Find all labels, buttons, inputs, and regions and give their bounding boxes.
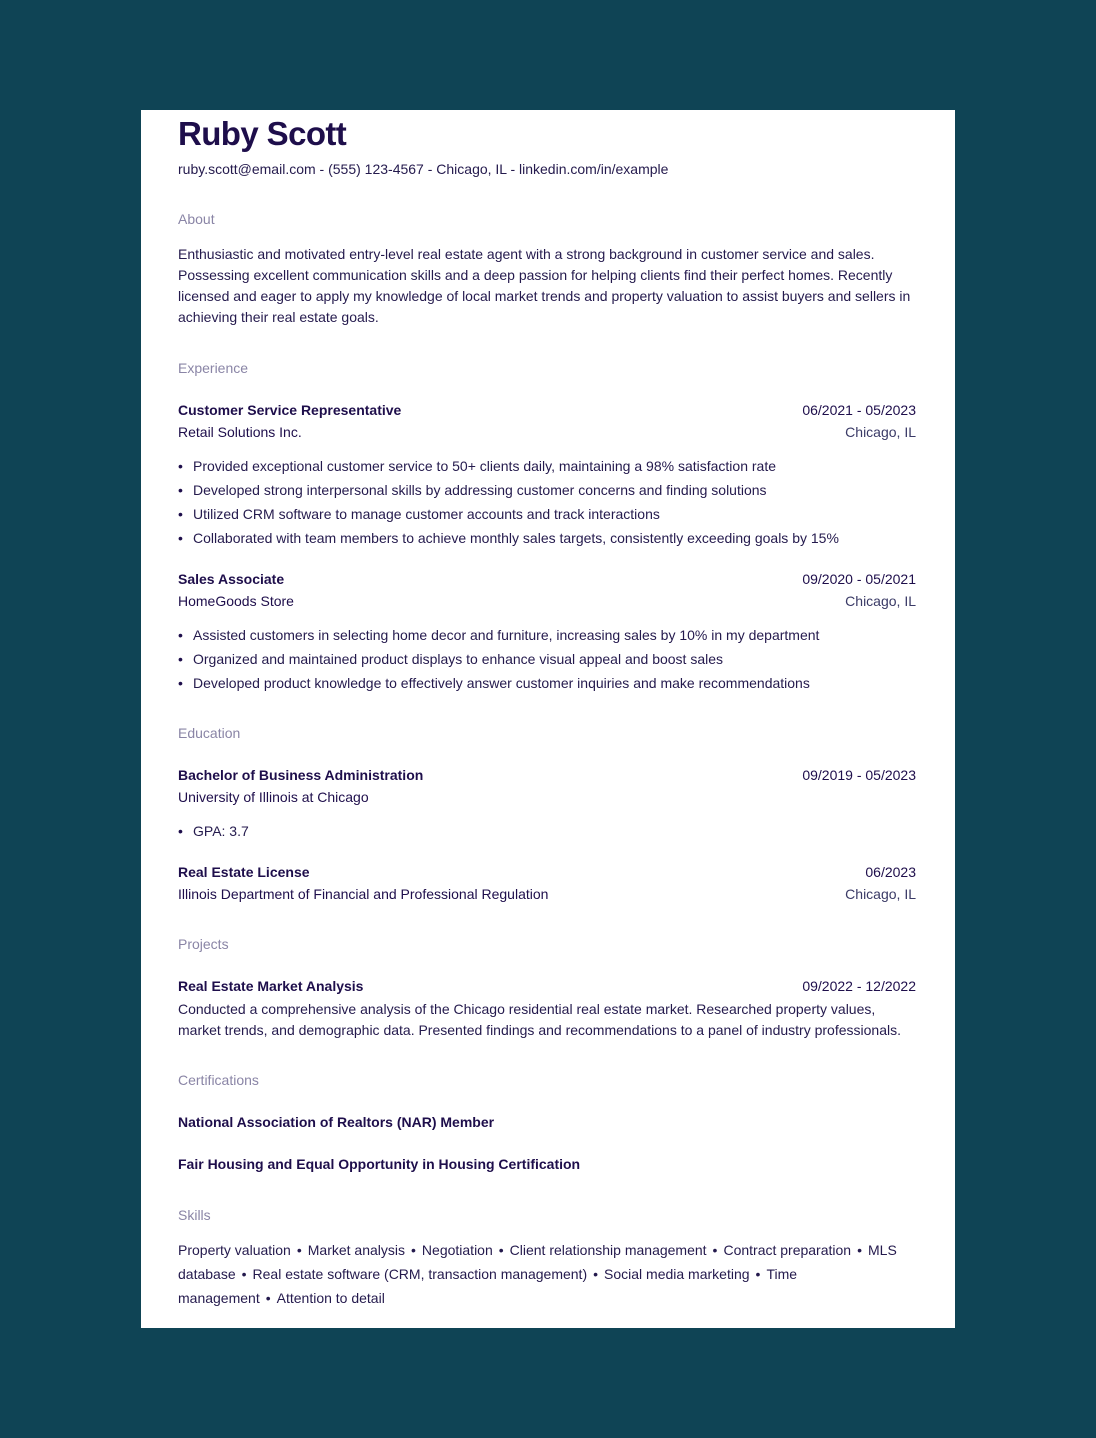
skill-separator: •: [265, 1290, 271, 1306]
list-item: • Provided exceptional customer service to 50+ clients daily, maintaining a 98% satisfaction rate: [193, 454, 916, 478]
list-item: • Collaborated with team members to achieve monthly sales targets, consistently exceeding goals by 15%: [193, 526, 916, 550]
education-entry: [178, 764, 916, 843]
skill-item: Attention to detail: [276, 1290, 385, 1306]
skills-list: [178, 1238, 916, 1310]
skill-item: Negotiation: [421, 1242, 493, 1258]
section-title-projects: Projects: [178, 936, 229, 952]
project-entry: [178, 975, 916, 1041]
job-bullets: [178, 454, 916, 550]
company-name: HomeGoods Store: [178, 593, 294, 609]
school-location: Chicago, IL: [845, 886, 916, 902]
skill-separator: •: [593, 1266, 599, 1282]
skill-item: Time management: [178, 1266, 798, 1306]
skill-item: Property valuation: [178, 1242, 291, 1258]
experience-entry: [178, 399, 916, 550]
skill-separator: •: [755, 1266, 761, 1282]
list-item: • Developed product knowledge to effectively answer customer inquiries and make recommendations: [193, 671, 916, 695]
job-title: Customer Service Representative: [178, 402, 402, 418]
job-title: Sales Associate: [178, 571, 285, 587]
job-dates: 06/2021 - 05/2023: [802, 402, 916, 418]
list-item: • GPA: 3.7: [193, 819, 916, 843]
section-title-about: About: [178, 211, 215, 227]
degree-dates: 09/2019 - 05/2023: [802, 767, 916, 783]
skill-separator: •: [712, 1242, 718, 1258]
skill-item: MLS database: [178, 1242, 897, 1282]
skill-separator: •: [241, 1266, 247, 1282]
about-text: Enthusiastic and motivated entry-level real estate agent with a strong background in customer service and sales. Possessing excellent communication skills and a deep passion for helping clients find their perfect homes. Recently licensed and eager to apply my knowledge of local market trends and property valuation to assist buyers and sellers in achieving their real estate goals.: [178, 246, 911, 325]
job-bullets: [178, 623, 916, 695]
school-name: University of Illinois at Chicago: [178, 789, 369, 805]
degree-title: Real Estate License: [178, 864, 310, 880]
skill-separator: •: [498, 1242, 504, 1258]
skill-item: Contract preparation: [723, 1242, 852, 1258]
project-description: Conducted a comprehensive analysis of the Chicago residential real estate market. Researched property values, market trends, and demographic data. Presented findings and recommendations to a panel of industry professionals.: [178, 1001, 901, 1038]
skill-separator: •: [296, 1242, 302, 1258]
list-item: • Developed strong interpersonal skills by addressing customer concerns and finding solutions: [193, 478, 916, 502]
degree-dates: 06/2023: [865, 864, 916, 880]
skill-item: Social media marketing: [604, 1266, 750, 1282]
section-title-education: Education: [178, 725, 241, 741]
education-entry: [178, 861, 916, 905]
skill-separator: •: [857, 1242, 862, 1258]
section-title-experience: Experience: [178, 360, 249, 376]
certification-item: National Association of Realtors (NAR) Member: [178, 1114, 495, 1130]
certification-item: Fair Housing and Equal Opportunity in Housing Certification: [178, 1156, 581, 1172]
experience-entry: [178, 568, 916, 695]
job-dates: 09/2020 - 05/2021: [802, 571, 916, 587]
job-location: Chicago, IL: [845, 424, 916, 440]
list-item: • Utilized CRM software to manage customer accounts and track interactions: [193, 502, 916, 526]
section-title-certifications: Certifications: [178, 1072, 259, 1088]
list-item: • Organized and maintained product displays to enhance visual appeal and boost sales: [193, 647, 916, 671]
list-item: • Assisted customers in selecting home decor and furniture, increasing sales by 10% in my department: [193, 623, 916, 647]
skill-item: Client relationship management: [509, 1242, 707, 1258]
degree-bullets: [178, 819, 916, 843]
skill-item: Market analysis: [307, 1242, 406, 1258]
section-title-skills: Skills: [178, 1207, 211, 1223]
contact-line: ruby.scott@email.com - (555) 123-4567 - Chicago, IL - linkedin.com/in/example: [178, 161, 669, 177]
candidate-name: Ruby Scott: [178, 115, 347, 152]
project-name: Real Estate Market Analysis: [178, 978, 364, 994]
degree-title: Bachelor of Business Administration: [178, 767, 424, 783]
skill-separator: •: [411, 1242, 416, 1258]
school-name: Illinois Department of Financial and Professional Regulation: [178, 886, 549, 902]
project-dates: 09/2022 - 12/2022: [802, 978, 916, 994]
resume-page: [141, 110, 955, 1328]
company-name: Retail Solutions Inc.: [178, 424, 302, 440]
job-location: Chicago, IL: [845, 593, 916, 609]
skill-item: Real estate software (CRM, transaction management): [252, 1266, 588, 1282]
